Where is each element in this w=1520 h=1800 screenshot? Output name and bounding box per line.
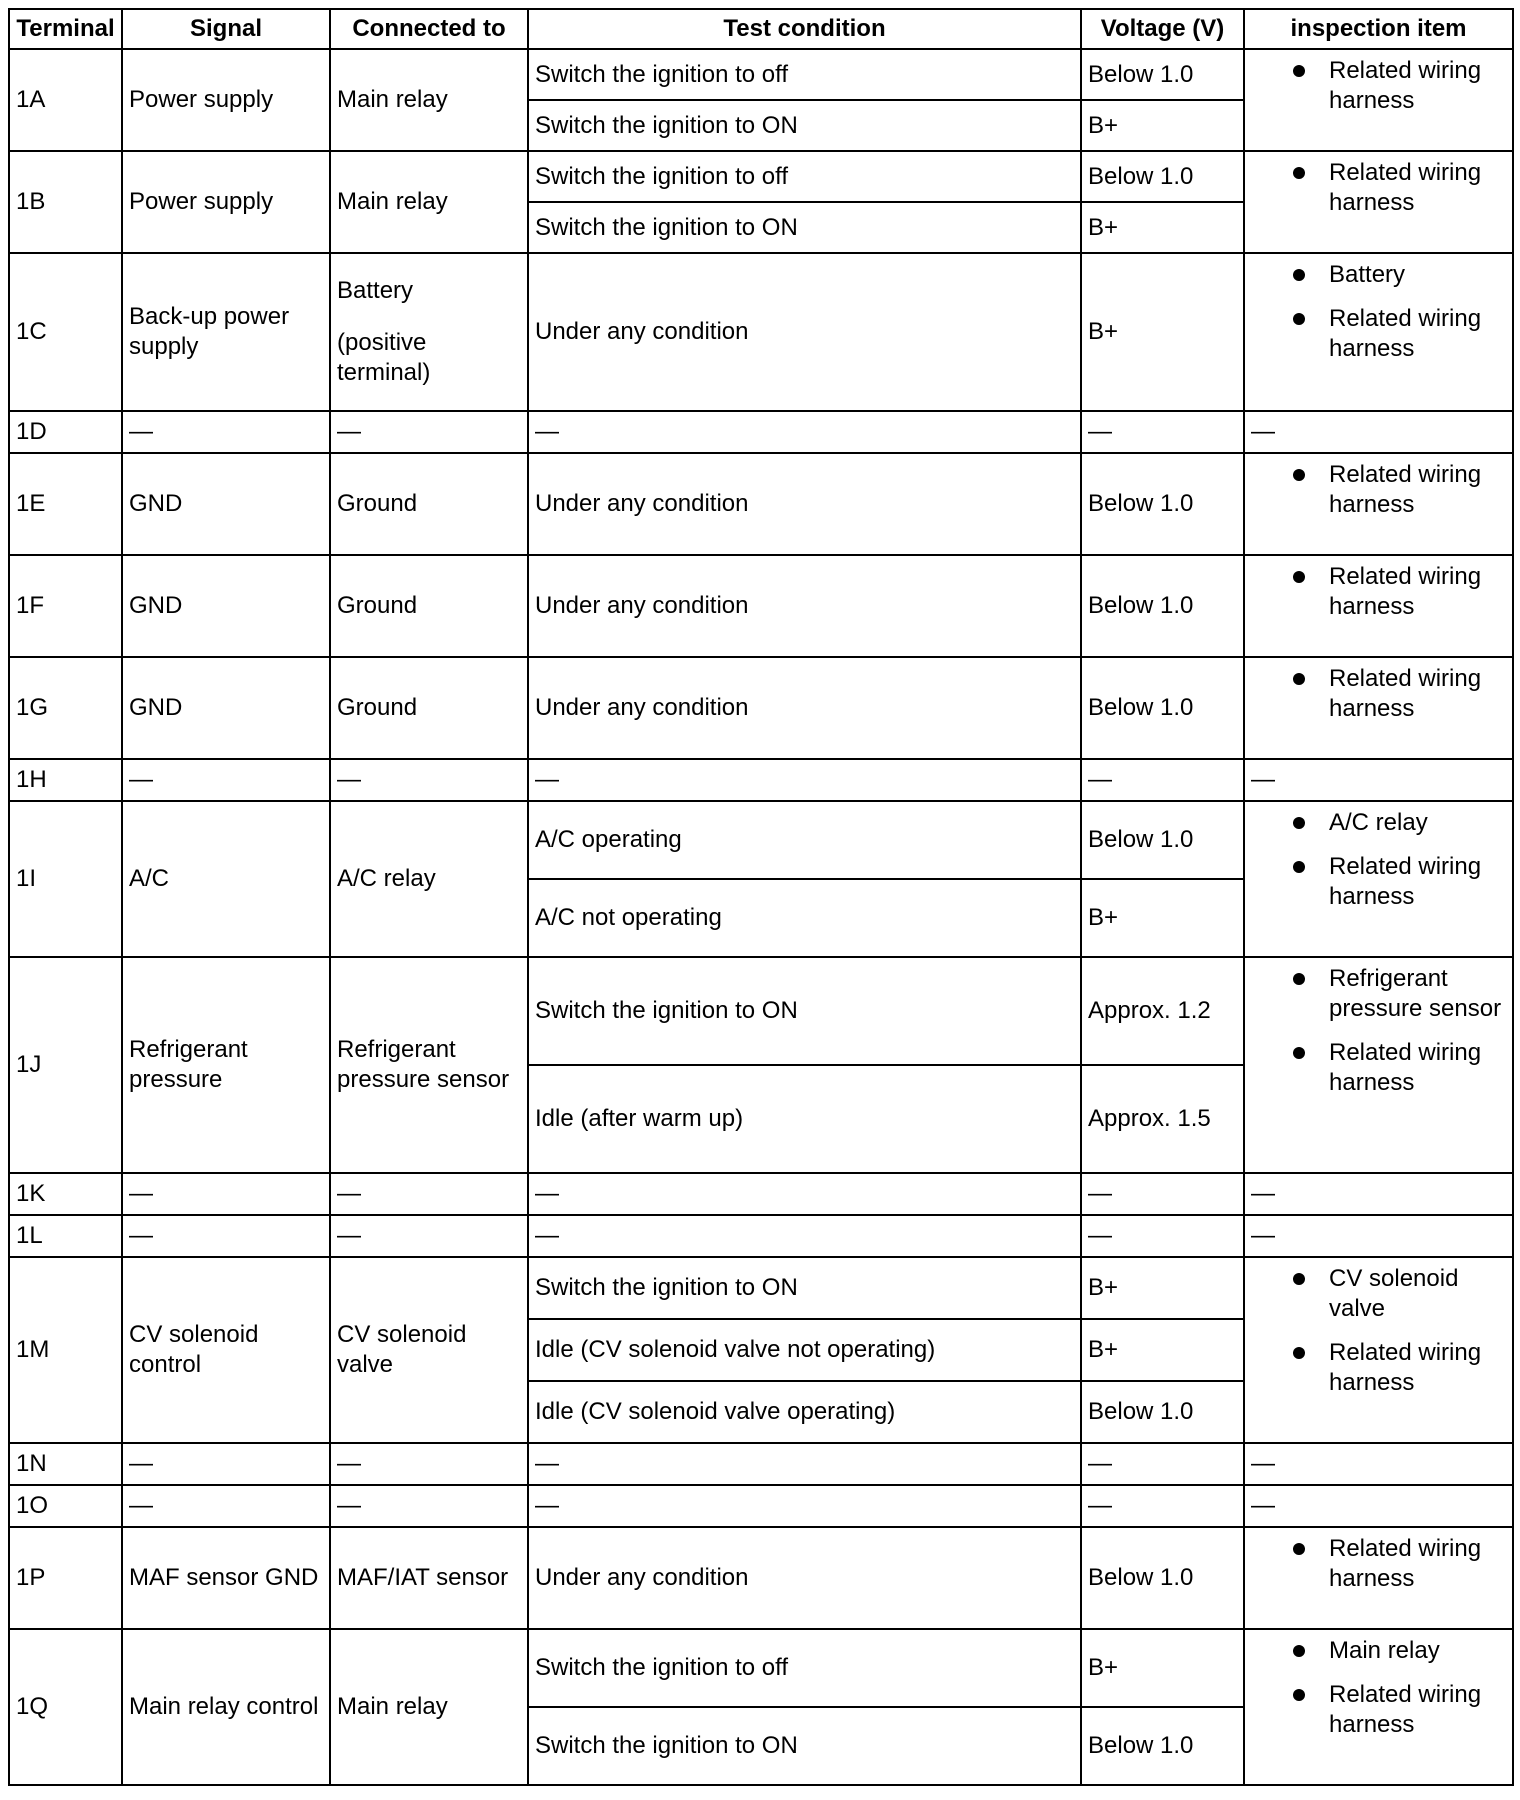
inspection-item-cell: — — [1244, 1485, 1513, 1527]
signal-cell: — — [122, 759, 330, 801]
terminal-cell: 1K — [9, 1173, 122, 1215]
connected-to-cell: — — [330, 1443, 528, 1485]
connected-to-line: (positive terminal) — [337, 329, 431, 386]
inspection-bullet-item: Related wiring harness — [1291, 562, 1506, 622]
test-condition-cell: Switch the ignition to ON — [528, 100, 1081, 151]
signal-cell: GND — [122, 453, 330, 555]
signal-cell: Power supply — [122, 151, 330, 253]
inspection-item-cell: — — [1244, 1173, 1513, 1215]
signal-cell: — — [122, 1173, 330, 1215]
voltage-cell: — — [1081, 1173, 1244, 1215]
table-row — [9, 657, 1513, 759]
test-condition-cell: — — [528, 1173, 1081, 1215]
connected-to-cell — [330, 253, 528, 411]
voltage-cell: Below 1.0 — [1081, 151, 1244, 202]
signal-cell: CV solenoid control — [122, 1257, 330, 1443]
test-condition-cell: — — [528, 1485, 1081, 1527]
header-terminal: Terminal — [9, 9, 122, 49]
terminal-cell: 1J — [9, 957, 122, 1173]
terminal-inspection-table — [8, 8, 1514, 1786]
connected-to-cell: — — [330, 1215, 528, 1257]
signal-cell: — — [122, 1215, 330, 1257]
inspection-item-cell — [1244, 151, 1513, 253]
inspection-item-cell — [1244, 555, 1513, 657]
voltage-cell: B+ — [1081, 1257, 1244, 1319]
test-condition-cell: Switch the ignition to off — [528, 49, 1081, 100]
inspection-item-cell — [1244, 801, 1513, 957]
header-connected-to: Connected to — [330, 9, 528, 49]
header-row — [9, 9, 1513, 49]
inspection-item-cell: — — [1244, 1443, 1513, 1485]
inspection-item-cell — [1244, 253, 1513, 411]
test-condition-cell: A/C operating — [528, 801, 1081, 879]
connected-to-cell: Main relay — [330, 1629, 528, 1785]
inspection-item-cell — [1244, 49, 1513, 151]
inspection-bullet-item: Related wiring harness — [1291, 1038, 1506, 1098]
test-condition-cell: Switch the ignition to ON — [528, 957, 1081, 1065]
table-row — [9, 1443, 1513, 1485]
voltage-cell: B+ — [1081, 202, 1244, 253]
table-row — [9, 1485, 1513, 1527]
connected-to-cell: Refrigerant pressure sensor — [330, 957, 528, 1173]
connected-to-cell: MAF/IAT sensor — [330, 1527, 528, 1629]
test-condition-cell: Switch the ignition to off — [528, 1629, 1081, 1707]
table-row — [9, 759, 1513, 801]
table-row — [9, 957, 1513, 1065]
connected-to-line: Battery — [337, 277, 414, 304]
voltage-cell: B+ — [1081, 100, 1244, 151]
test-condition-cell: Under any condition — [528, 453, 1081, 555]
test-condition-cell: Idle (CV solenoid valve operating) — [528, 1381, 1081, 1443]
voltage-cell: Below 1.0 — [1081, 657, 1244, 759]
test-condition-cell: Switch the ignition to off — [528, 151, 1081, 202]
voltage-cell: B+ — [1081, 1629, 1244, 1707]
table-row — [9, 1257, 1513, 1319]
voltage-cell: — — [1081, 759, 1244, 801]
test-condition-cell: Idle (CV solenoid valve not operating) — [528, 1319, 1081, 1381]
inspection-bullet-item: Related wiring harness — [1291, 1680, 1506, 1740]
signal-cell: Refrigerant pressure — [122, 957, 330, 1173]
connected-to-cell: Ground — [330, 453, 528, 555]
test-condition-cell: Switch the ignition to ON — [528, 1707, 1081, 1785]
voltage-cell: Approx. 1.5 — [1081, 1065, 1244, 1173]
test-condition-cell: — — [528, 1443, 1081, 1485]
voltage-cell: — — [1081, 1485, 1244, 1527]
signal-cell: — — [122, 1443, 330, 1485]
test-condition-cell: — — [528, 411, 1081, 453]
connected-to-cell: — — [330, 1173, 528, 1215]
test-condition-cell: Under any condition — [528, 1527, 1081, 1629]
connected-to-cell: Ground — [330, 657, 528, 759]
inspection-bullet-item: Related wiring harness — [1291, 852, 1506, 912]
inspection-bullet-item: A/C relay — [1291, 808, 1506, 838]
connected-to-cell: CV solenoid valve — [330, 1257, 528, 1443]
terminal-cell: 1P — [9, 1527, 122, 1629]
inspection-item-cell — [1244, 657, 1513, 759]
table-row — [9, 253, 1513, 411]
inspection-bullet-item: Related wiring harness — [1291, 460, 1506, 520]
terminal-cell: 1A — [9, 49, 122, 151]
signal-cell: A/C — [122, 801, 330, 957]
table-row — [9, 49, 1513, 100]
inspection-bullet-item: Related wiring harness — [1291, 664, 1506, 724]
terminal-cell: 1C — [9, 253, 122, 411]
connected-to-cell: Ground — [330, 555, 528, 657]
signal-cell: Back-up power supply — [122, 253, 330, 411]
header-inspection-item: inspection item — [1244, 9, 1513, 49]
test-condition-cell: A/C not operating — [528, 879, 1081, 957]
table-row — [9, 151, 1513, 202]
voltage-cell: Below 1.0 — [1081, 1527, 1244, 1629]
table-row — [9, 1215, 1513, 1257]
test-condition-cell: — — [528, 759, 1081, 801]
table-row — [9, 801, 1513, 879]
terminal-cell: 1O — [9, 1485, 122, 1527]
table-body — [9, 49, 1513, 1785]
signal-cell: GND — [122, 657, 330, 759]
inspection-item-cell — [1244, 957, 1513, 1173]
inspection-item-cell — [1244, 1257, 1513, 1443]
terminal-cell: 1M — [9, 1257, 122, 1443]
signal-cell: — — [122, 411, 330, 453]
terminal-cell: 1L — [9, 1215, 122, 1257]
inspection-bullet-item: Related wiring harness — [1291, 1534, 1506, 1594]
inspection-bullet-item: Main relay — [1291, 1636, 1506, 1666]
header-test-condition: Test condition — [528, 9, 1081, 49]
header-voltage: Voltage (V) — [1081, 9, 1244, 49]
inspection-item-cell: — — [1244, 1215, 1513, 1257]
table-row — [9, 555, 1513, 657]
terminal-cell: 1D — [9, 411, 122, 453]
inspection-item-cell: — — [1244, 759, 1513, 801]
table-row — [9, 1173, 1513, 1215]
terminal-cell: 1F — [9, 555, 122, 657]
inspection-bullet-item: Related wiring harness — [1291, 1338, 1506, 1398]
inspection-bullet-item: Refrigerant pressure sensor — [1291, 964, 1506, 1024]
voltage-cell: Below 1.0 — [1081, 555, 1244, 657]
connected-to-cell: Main relay — [330, 49, 528, 151]
signal-cell: Power supply — [122, 49, 330, 151]
test-condition-cell: Under any condition — [528, 253, 1081, 411]
test-condition-cell: Idle (after warm up) — [528, 1065, 1081, 1173]
voltage-cell: — — [1081, 1443, 1244, 1485]
terminal-cell: 1Q — [9, 1629, 122, 1785]
connected-to-cell: A/C relay — [330, 801, 528, 957]
voltage-cell: Below 1.0 — [1081, 49, 1244, 100]
test-condition-cell: Switch the ignition to ON — [528, 1257, 1081, 1319]
inspection-item-cell — [1244, 1527, 1513, 1629]
inspection-item-cell — [1244, 453, 1513, 555]
inspection-bullet-item: Related wiring harness — [1291, 56, 1506, 116]
table-row — [9, 411, 1513, 453]
voltage-cell: B+ — [1081, 1319, 1244, 1381]
connected-to-cell: — — [330, 411, 528, 453]
voltage-cell: Below 1.0 — [1081, 801, 1244, 879]
table-row — [9, 1629, 1513, 1707]
signal-cell: GND — [122, 555, 330, 657]
terminal-cell: 1H — [9, 759, 122, 801]
inspection-bullet-item: Related wiring harness — [1291, 158, 1506, 218]
voltage-cell: Below 1.0 — [1081, 453, 1244, 555]
test-condition-cell: — — [528, 1215, 1081, 1257]
terminal-cell: 1N — [9, 1443, 122, 1485]
test-condition-cell: Switch the ignition to ON — [528, 202, 1081, 253]
terminal-cell: 1I — [9, 801, 122, 957]
inspection-bullet-item: Related wiring harness — [1291, 304, 1506, 364]
signal-cell: Main relay control — [122, 1629, 330, 1785]
test-condition-cell: Under any condition — [528, 657, 1081, 759]
connected-to-cell: — — [330, 759, 528, 801]
terminal-cell: 1G — [9, 657, 122, 759]
voltage-cell: — — [1081, 411, 1244, 453]
voltage-cell: B+ — [1081, 253, 1244, 411]
table-row — [9, 1527, 1513, 1629]
connected-to-cell: — — [330, 1485, 528, 1527]
inspection-bullet-item: Battery — [1291, 260, 1506, 290]
terminal-cell: 1E — [9, 453, 122, 555]
voltage-cell: B+ — [1081, 879, 1244, 957]
inspection-item-cell: — — [1244, 411, 1513, 453]
signal-cell: — — [122, 1485, 330, 1527]
inspection-bullet-item: CV solenoid valve — [1291, 1264, 1506, 1324]
header-signal: Signal — [122, 9, 330, 49]
voltage-cell: — — [1081, 1215, 1244, 1257]
connected-to-cell: Main relay — [330, 151, 528, 253]
voltage-cell: Below 1.0 — [1081, 1381, 1244, 1443]
inspection-item-cell — [1244, 1629, 1513, 1785]
terminal-cell: 1B — [9, 151, 122, 253]
test-condition-cell: Under any condition — [528, 555, 1081, 657]
signal-cell: MAF sensor GND — [122, 1527, 330, 1629]
voltage-cell: Below 1.0 — [1081, 1707, 1244, 1785]
table-row — [9, 453, 1513, 555]
voltage-cell: Approx. 1.2 — [1081, 957, 1244, 1065]
